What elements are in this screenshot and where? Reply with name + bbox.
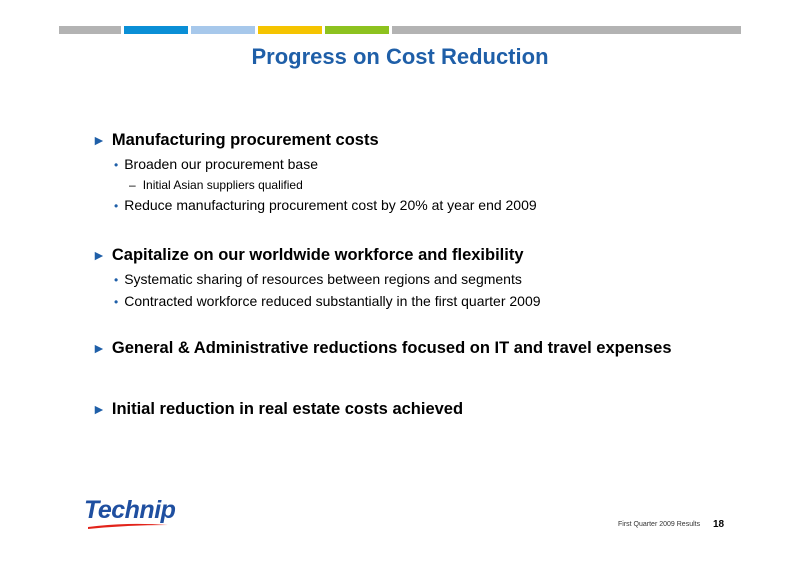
sub-bullet-text: Broaden our procurement base: [124, 156, 318, 172]
triangle-right-icon: ►: [92, 401, 106, 417]
page-title: Progress on Cost Reduction: [251, 44, 549, 69]
footer-label: First Quarter 2009 Results: [618, 521, 701, 528]
bullet-heading: General & Administrative reductions focused on IT and travel expenses: [111, 339, 672, 357]
bullet-general-administrative: [92, 339, 672, 358]
dot-icon: •: [114, 295, 119, 309]
sub-bullet-text: Reduce manufacturing procurement cost by 20% at year end 2009: [124, 197, 537, 213]
bullet-workforce: [92, 246, 524, 265]
triangle-right-icon: ►: [92, 132, 106, 148]
logo-wordmark: Technip: [84, 496, 176, 524]
technip-logo: [84, 496, 174, 530]
logo-swoosh-icon: [86, 521, 170, 530]
dot-icon: •: [114, 199, 119, 213]
sub-bullet-procurement-base: [114, 156, 318, 172]
bullet-heading: Capitalize on our worldwide workforce and flexibility: [111, 246, 524, 264]
dot-icon: •: [114, 158, 119, 172]
sub-bullet-contracted-workforce: [114, 293, 541, 309]
sub-bullet-reduce-cost: [114, 197, 537, 213]
top-color-bar: [59, 26, 741, 34]
color-bar-segment-gray-right: [392, 26, 741, 34]
bullet-real-estate: [92, 400, 463, 419]
color-bar-segment-blue: [124, 26, 188, 34]
subsub-bullet-asian-suppliers: [129, 178, 303, 192]
page-number: 18: [713, 519, 725, 530]
bullet-manufacturing: [92, 131, 379, 150]
sub-bullet-resource-sharing: [114, 271, 522, 287]
sub-bullet-text: Contracted workforce reduced substantially in the first quarter 2009: [124, 293, 541, 309]
color-bar-segment-yellow: [258, 26, 322, 34]
color-bar-segment-light-blue: [191, 26, 255, 34]
bullet-heading: Initial reduction in real estate costs achieved: [111, 400, 464, 418]
triangle-right-icon: ►: [92, 340, 106, 356]
dot-icon: •: [114, 273, 119, 287]
color-bar-segment-gray-left: [59, 26, 121, 34]
sub-bullet-text: Systematic sharing of resources between regions and segments: [124, 271, 522, 287]
triangle-right-icon: ►: [92, 247, 106, 263]
dash-icon: –: [129, 178, 136, 192]
bullet-heading: Manufacturing procurement costs: [111, 131, 379, 149]
color-bar-segment-green: [325, 26, 389, 34]
subsub-bullet-text: Initial Asian suppliers qualified: [142, 178, 303, 192]
